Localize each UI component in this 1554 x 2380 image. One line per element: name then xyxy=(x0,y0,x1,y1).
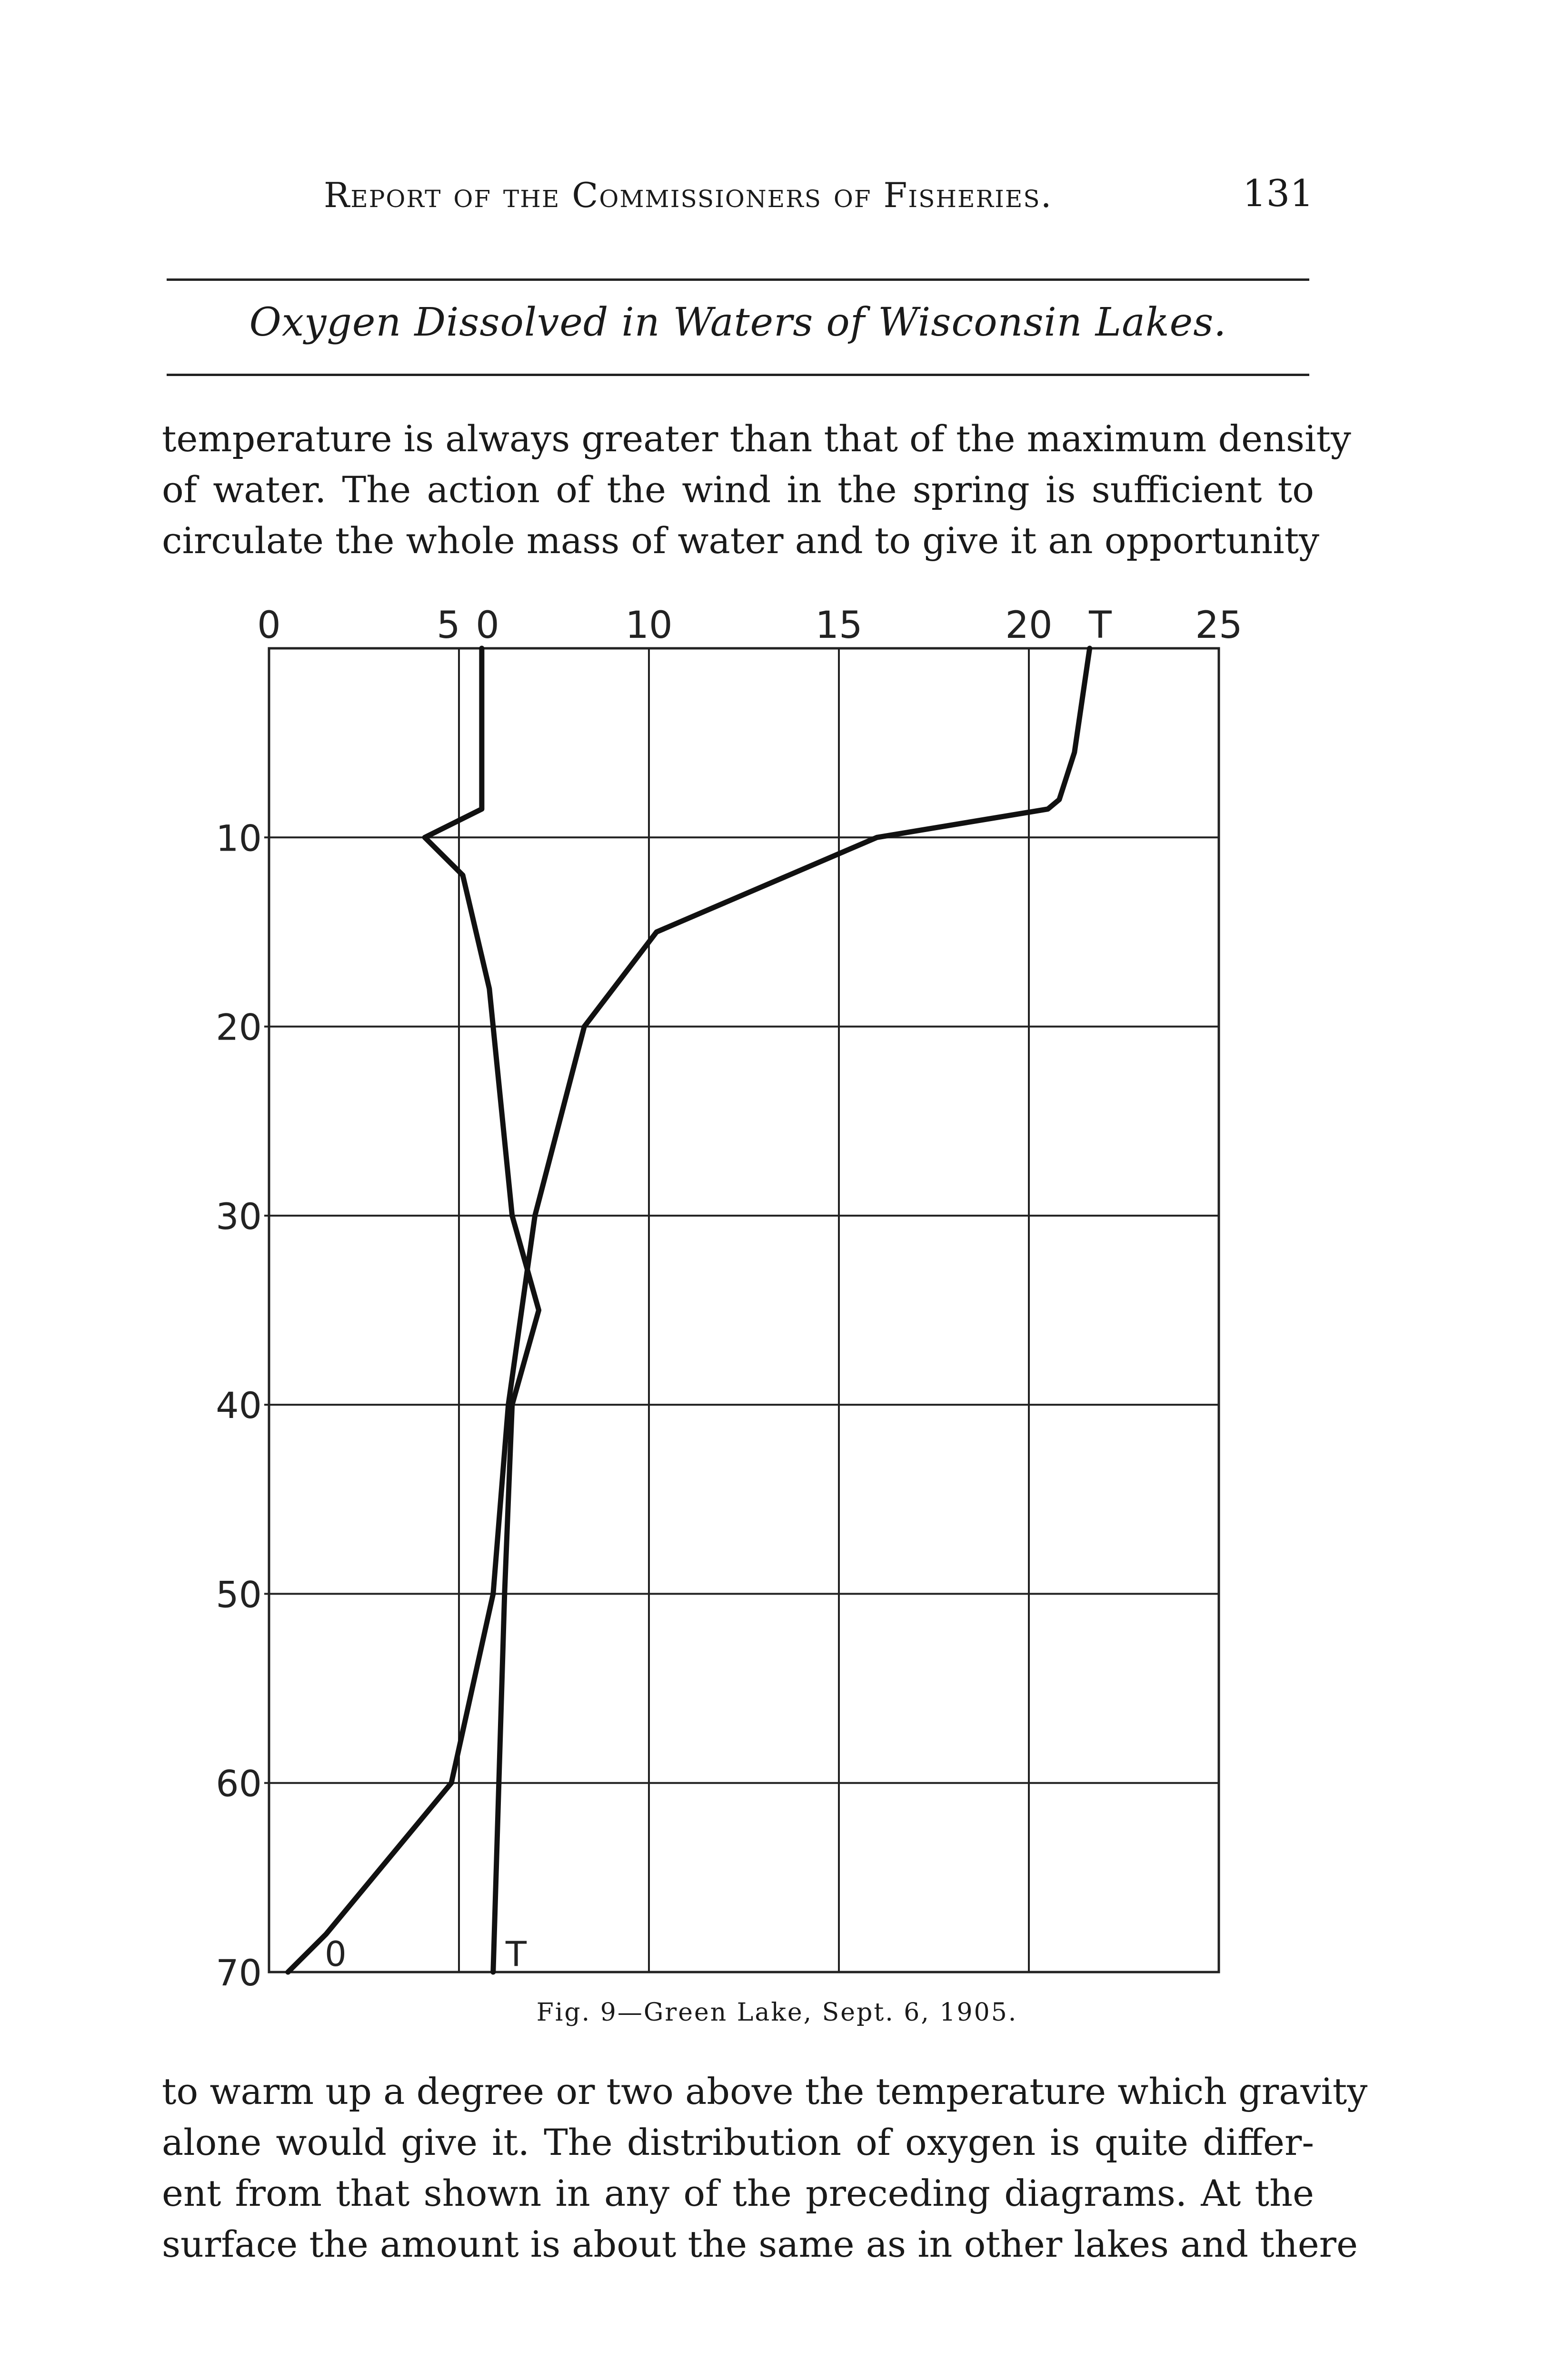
y-tick-label: 40 xyxy=(216,1384,262,1427)
y-tick-label: 50 xyxy=(216,1573,262,1616)
figure-caption: Fig. 9—Green Lake, Sept. 6, 1905. xyxy=(536,1998,1018,2027)
y-tick-label: 70 xyxy=(216,1952,262,1994)
y-tick-label: 60 xyxy=(216,1762,262,1805)
series-label-o: 0 xyxy=(325,1934,347,1974)
chart-tick-labels xyxy=(216,604,1242,1994)
text-line: circulate the whole mass of water and to give it an opportunity xyxy=(162,519,1320,562)
text-line: temperature is always greater than that of the maximum density xyxy=(162,417,1351,460)
text-line: ent from that shown in any of the preceding diagrams. At the xyxy=(162,2172,1314,2214)
text-line: of water. The action of the wind in the spring is sufficient to xyxy=(162,468,1314,511)
text-line: alone would give it. The distribution of oxygen is quite differ- xyxy=(162,2121,1314,2163)
y-tick-label: 10 xyxy=(216,817,262,860)
plot-frame xyxy=(269,648,1219,1972)
y-tick-label: 30 xyxy=(216,1195,262,1238)
x-tick-label: 10 xyxy=(625,604,673,647)
x-tick-label: 0 xyxy=(257,604,281,647)
x-tick-label: 0 xyxy=(476,604,499,647)
series-label-t: T xyxy=(506,1934,527,1974)
x-tick-label: 5 xyxy=(437,604,460,647)
section-subtitle: Oxygen Dissolved in Waters of Wisconsin Lakes. xyxy=(249,300,1227,345)
page-number: 131 xyxy=(1243,172,1314,215)
x-tick-label: 25 xyxy=(1195,604,1243,647)
x-tick-label: 20 xyxy=(1005,604,1053,647)
y-tick-label: 20 xyxy=(216,1006,262,1049)
paragraph-after-figure xyxy=(162,2066,1368,2270)
chart-grid xyxy=(264,648,1219,1972)
text-line: to warm up a degree or two above the temperature which gravity xyxy=(162,2070,1368,2112)
text-line: surface the amount is about the same as in other lakes and there xyxy=(162,2223,1358,2265)
series-line-t xyxy=(288,648,1090,1972)
x-tick-label: T xyxy=(1089,604,1112,647)
chart-series xyxy=(288,648,1090,1974)
x-tick-label: 15 xyxy=(815,604,863,647)
running-head: Report of the Commissioners of Fisheries. xyxy=(324,175,1053,215)
